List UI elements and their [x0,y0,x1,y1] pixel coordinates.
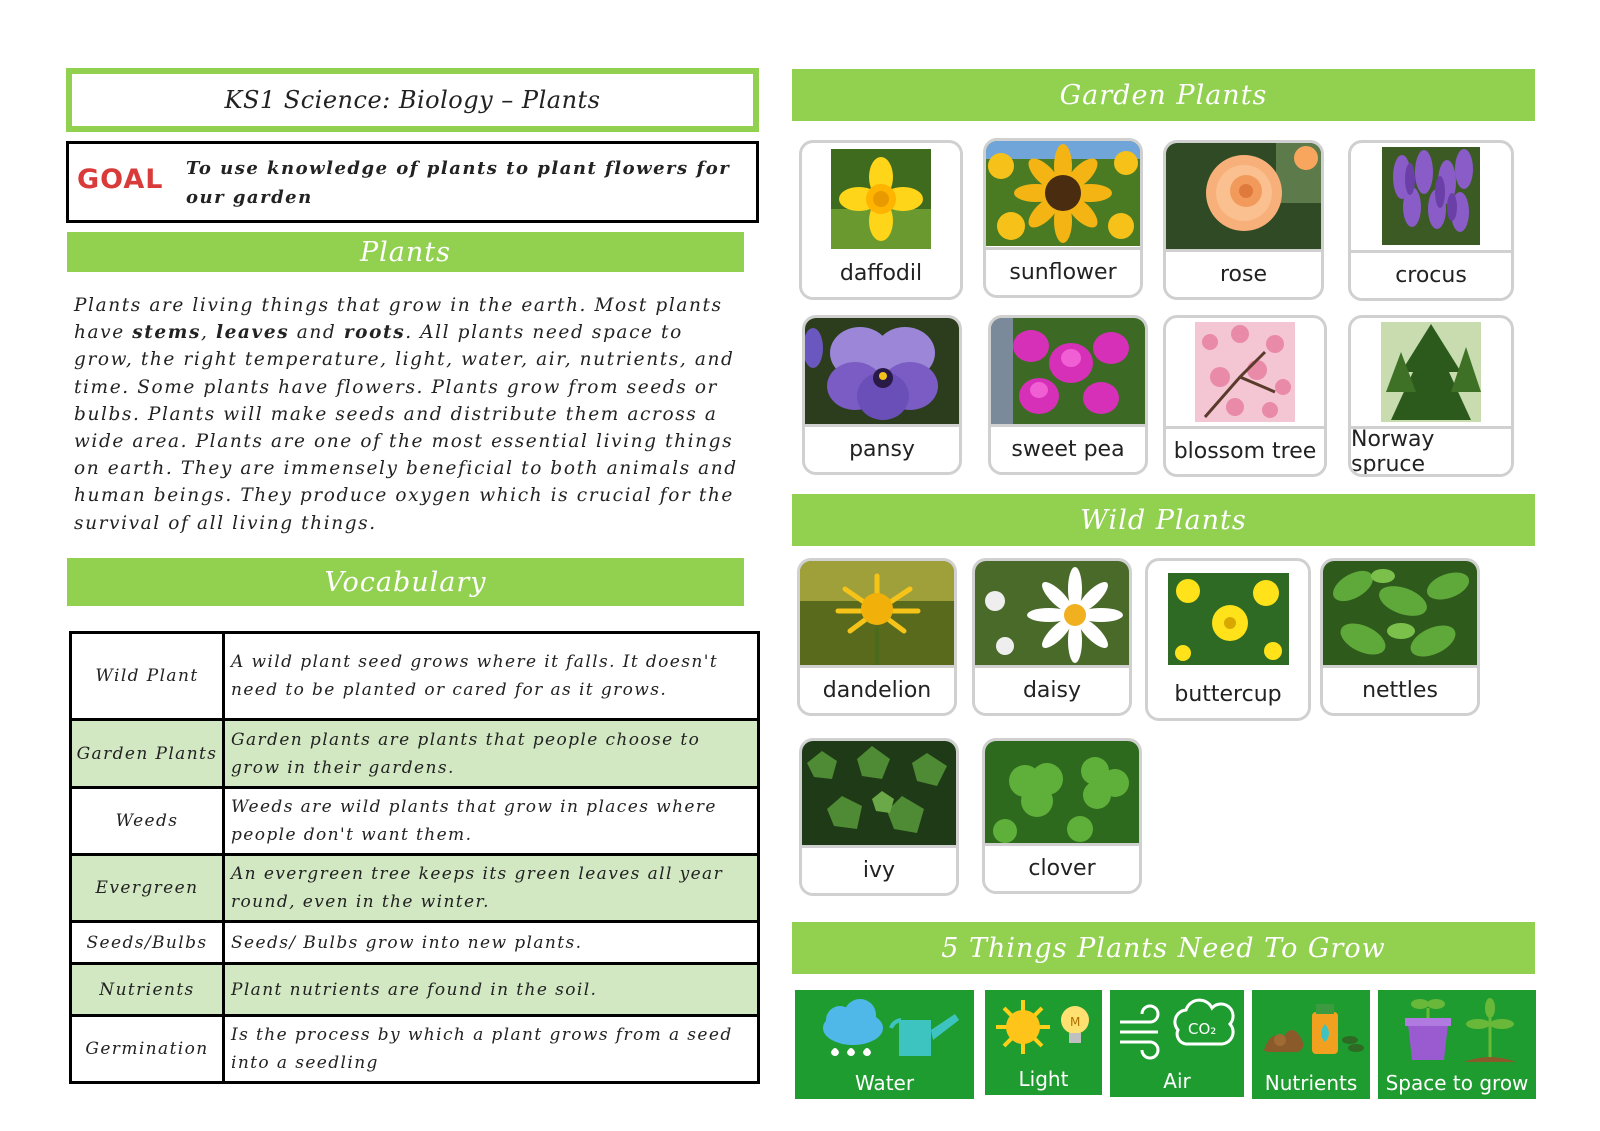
para-text: , [200,322,216,344]
light-icon [985,990,1102,1070]
crocus-photo [1351,143,1511,245]
plant-name: dandelion [800,665,954,713]
vocab-definition: Plant nutrients are found in the soil. [224,964,759,1016]
goal-text: To use knowledge of plants to plant flowers for our garden [186,158,731,208]
nutrients-icon [1252,990,1370,1070]
page-title: KS1 Science: Biology – Plants [66,68,759,132]
pansy-photo [805,318,959,424]
need-label: Light [1018,1067,1069,1091]
sunflower-photo [986,141,1140,246]
vocab-term: Wild Plant [71,633,224,720]
vocabulary-table [69,631,760,1084]
goal-logo [77,164,164,195]
plants-heading: Plants [67,232,744,272]
table-row [71,964,759,1016]
plant-card-ivy [799,738,959,896]
plant-card-blossom-tree [1163,315,1327,477]
sweet-pea-photo [991,318,1145,424]
plant-name: buttercup [1148,670,1308,718]
vocab-definition: A wild plant seed grows where it falls. It doesn't need to be planted or cared for as it grows. [224,633,759,720]
need-label: Air [1163,1069,1191,1093]
para-bold-stems: stems [132,322,201,344]
plant-name: nettles [1323,665,1477,713]
space-to-grow-icon [1378,990,1536,1070]
plant-name: pansy [805,424,959,472]
vocab-term: Weeds [71,788,224,855]
plant-card-clover [982,738,1142,894]
table-row [71,922,759,964]
water-icon [795,990,974,1070]
clover-photo [985,741,1139,846]
need-label: Space to grow [1385,1071,1529,1095]
air-icon [1110,990,1244,1070]
table-row [71,788,759,855]
plant-card-norway-spruce [1348,315,1514,477]
para-bold-roots: roots [343,322,406,344]
need-label: Water [854,1071,915,1095]
need-tile-space-to-grow [1378,990,1536,1099]
plant-card-sweet-pea [988,315,1148,475]
plant-card-rose [1163,140,1324,300]
plant-card-pansy [802,315,962,475]
blossom-tree-photo [1166,318,1324,422]
svg-text:M: M [1070,1015,1081,1029]
table-row [71,855,759,922]
co2-label: CO₂ [1188,1020,1217,1038]
goal-box [66,141,759,223]
vocab-term: Evergreen [71,855,224,922]
need-tile-light [985,990,1102,1095]
need-label: Nutrients [1264,1071,1358,1095]
plant-name: daisy [975,665,1129,713]
vocab-definition: Seeds/ Bulbs grow into new plants. [224,922,759,964]
plant-name: Norway spruce [1351,426,1511,474]
daffodil-photo [802,143,960,249]
need-tile-water [795,990,974,1099]
vocab-definition: Weeds are wild plants that grow in places where people don't want them. [224,788,759,855]
vocabulary-heading: Vocabulary [67,558,744,606]
plant-name: rose [1166,249,1321,297]
vocab-definition: An evergreen tree keeps its green leaves all year round, even in the winter. [224,855,759,922]
dandelion-photo [800,561,954,666]
plant-name: daffodil [802,249,960,297]
norway-spruce-photo [1351,318,1511,422]
plant-card-sunflower [983,138,1143,298]
plant-card-daisy [972,558,1132,716]
plant-name: blossom tree [1166,426,1324,474]
plant-card-dandelion [797,558,957,716]
vocab-definition: Garden plants are plants that people choose to grow in their gardens. [224,720,759,788]
daisy-photo [975,561,1129,666]
table-row [71,633,759,720]
plants-paragraph [74,292,744,537]
plant-name: sunflower [986,247,1140,295]
ivy-photo [802,741,956,846]
plant-card-crocus [1348,140,1514,301]
plant-name: ivy [802,845,956,893]
para-text: Plants are living things that grow in the earth. Most plants have [74,295,723,344]
plant-card-daffodil [799,140,963,300]
vocab-term: Garden Plants [71,720,224,788]
vocab-definition: Is the process by which a plant grows from a seed into a seedling [224,1016,759,1083]
vocab-term: Germination [71,1016,224,1083]
vocab-term: Seeds/Bulbs [71,922,224,964]
wild-plants-heading: Wild Plants [792,494,1535,546]
goal-logo-text: GOAL [77,164,164,195]
plant-name: crocus [1351,250,1511,298]
plant-name: sweet pea [991,424,1145,472]
plant-card-nettles [1320,558,1480,716]
para-text: and [289,322,344,344]
para-text: . All plants need space to grow, the right temperature, light, water, air, nutrients, and time. Some plants have flowers. Plants grow from seeds or bulbs. Plants will make seeds and distribute them across a wide area. Plants are one of the most essential living things on earth. They are immensely beneficial to both animals and human beings. They produce oxygen which is crucial for the survival of all living things. [74,322,738,534]
needs-heading: 5 Things Plants Need To Grow [792,922,1535,974]
nettles-photo [1323,561,1477,666]
garden-plants-heading: Garden Plants [792,69,1535,121]
table-row [71,720,759,788]
plant-name: clover [985,843,1139,891]
need-tile-nutrients [1252,990,1370,1099]
plant-card-buttercup [1145,558,1311,721]
buttercup-photo [1148,561,1308,665]
para-bold-leaves: leaves [215,322,290,344]
need-tile-air [1110,990,1244,1097]
vocab-term: Nutrients [71,964,224,1016]
table-row [71,1016,759,1083]
rose-photo [1166,143,1321,250]
